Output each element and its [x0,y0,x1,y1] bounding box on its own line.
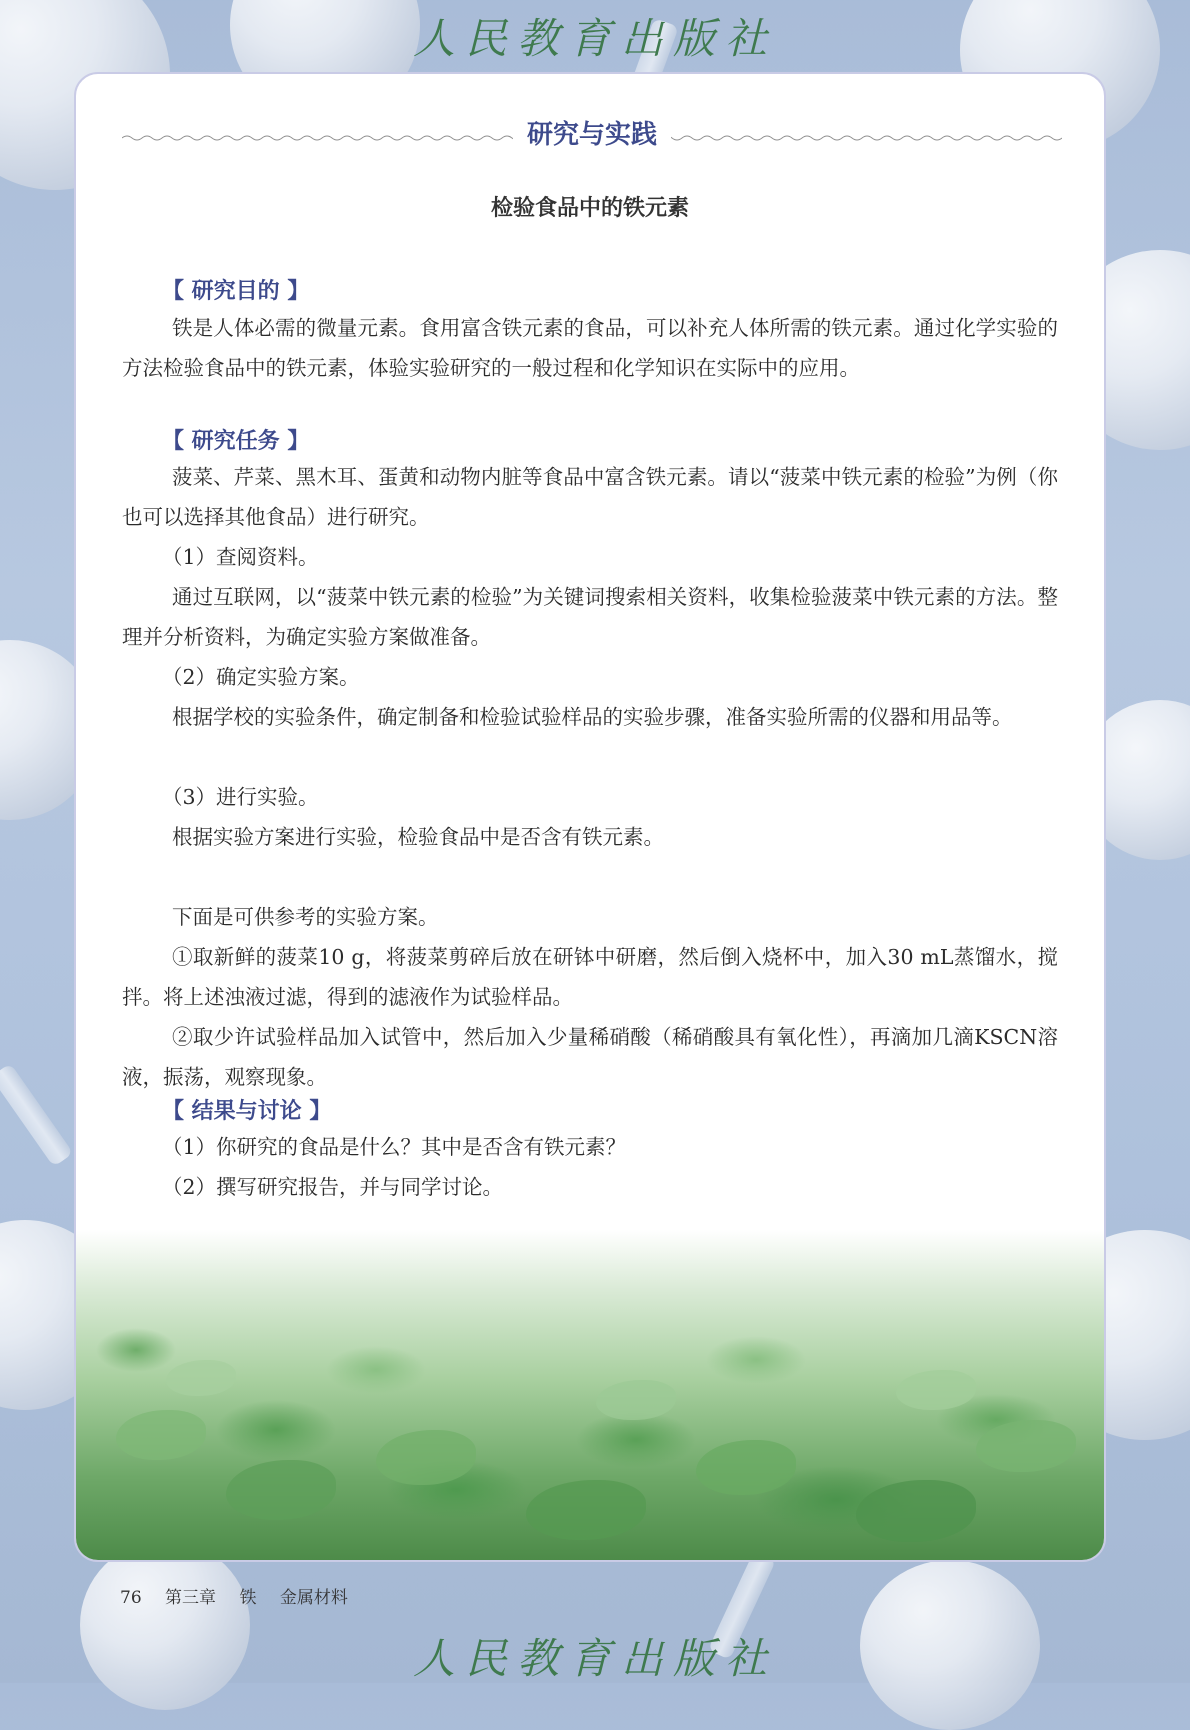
section-heading: 研究与实践 [513,120,671,150]
heading-results: 【 结果与讨论 】 [162,1099,332,1124]
step-2-text: 根据学校的实验条件，确定制备和检验试验样品的实验步骤，准备实验所需的仪器和用品等。 [172,705,1013,729]
spinach-field-image [76,1230,1104,1560]
chapter-subtitle: 金属材料 [279,1588,348,1608]
leaf [856,1480,976,1542]
leaf [226,1460,336,1520]
step-1-label: （1）查阅资料。 [162,545,319,569]
section-heading-row [122,114,1062,160]
paragraph-purpose: 铁是人体必需的微量元素。食用富含铁元素的食品，可以补充人体所需的铁元素。通过化学实验的方法检验食品中的铁元素，体验实验研究的一般过程和化学知识在实际中的应用。 [122,316,1058,380]
step-1-text: 通过互联网，以“菠菜中铁元素的检验”为关键词搜索相关资料，收集检验菠菜中铁元素的方法。整理并分析资料，为确定实验方案做准备。 [122,585,1058,649]
leaf [976,1420,1076,1472]
plan-step-1: ①取新鲜的菠菜10 g，将菠菜剪碎后放在研钵中研磨，然后倒入烧杯中，加入30 mL蒸馏水，搅拌。将上述浊液过滤，得到的滤液作为试验样品。 [122,945,1058,1009]
step-3-label: （3）进行实验。 [162,785,319,809]
leaf [526,1480,646,1540]
step-2-label: （2）确定实验方案。 [162,665,360,689]
page-footer [120,1583,366,1608]
question-2: （2）撰写研究报告，并与同学讨论。 [162,1175,504,1199]
leaf [696,1440,796,1495]
paragraph-tasks-intro: 菠菜、芹菜、黑木耳、蛋黄和动物内脏等食品中富含铁元素。请以“菠菜中铁元素的检验”为例（你也可以选择其他食品）进行研究。 [122,465,1058,529]
content-card [74,72,1106,1562]
heading-purpose: 【 研究目的 】 [162,279,310,304]
document-title: 检验食品中的铁元素 [490,196,689,221]
plan-step-2: ②取少许试验样品加入试管中，然后加入少量稀硝酸（稀硝酸具有氧化性），再滴加几滴KSCN溶液，振荡，观察现象。 [122,1025,1058,1089]
question-1: （1）你研究的食品是什么？其中是否含有铁元素？ [162,1135,627,1159]
molecule-rod [0,1063,73,1167]
leaf [166,1360,236,1396]
publisher-watermark-bottom: 人民教育出版社 [412,1634,777,1683]
chapter-label: 第三章 [165,1588,217,1608]
step-3-text: 根据实验方案进行实验，检验食品中是否含有铁元素。 [172,825,664,849]
leaf [896,1370,976,1410]
leaf [376,1430,476,1485]
leaf [596,1380,676,1420]
heading-tasks: 【 研究任务 】 [162,429,310,454]
publisher-watermark-top: 人民教育出版社 [412,14,777,63]
page-number: 76 [120,1588,142,1608]
plan-intro: 下面是可供参考的实验方案。 [172,905,439,929]
leaf [116,1410,206,1460]
chapter-name: 铁 [239,1588,257,1608]
